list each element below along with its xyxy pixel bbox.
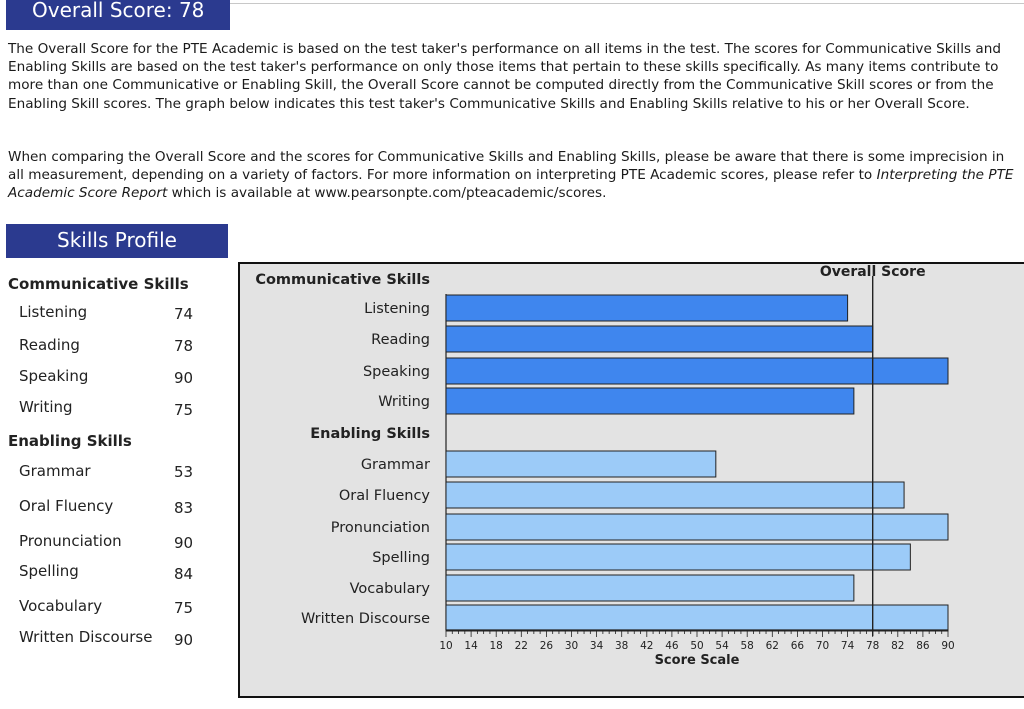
x-tick-label-58: 58 [740,640,754,652]
bar-vocabulary [446,575,854,601]
skill-score-listening: 74 [174,305,194,323]
score-report-reference: Interpreting the PTE Academic Score Report [8,167,1014,202]
skills-profile-header: Skills Profile [6,224,228,258]
bar-writing [446,388,854,414]
bar-oral-fluency [446,482,904,508]
x-tick-label-42: 42 [640,640,654,652]
x-tick-label-30: 30 [564,640,579,652]
category-label-grammar: Grammar [360,457,430,473]
category-label-oral-fluency: Oral Fluency [338,488,430,504]
x-tick-label-26: 26 [539,640,554,652]
category-label-listening: Listening [364,301,430,317]
bar-listening [446,295,848,321]
intro-p2-text-b: which is available at www.pearsonpte.com/pteacademic/scores. [167,185,607,202]
x-tick-label-66: 66 [790,640,805,652]
skill-name-listening: Listening [19,303,88,321]
x-tick-label-38: 38 [615,640,629,652]
x-tick-label-86: 86 [916,640,930,652]
category-label-reading: Reading [371,332,430,348]
x-tick-label-22: 22 [514,640,528,652]
x-tick-label-34: 34 [589,640,604,652]
skill-name-speaking: Speaking [19,367,89,385]
x-tick-label-78: 78 [866,640,880,652]
x-tick-label-74: 74 [840,640,855,652]
chart-group-label-communicative: Communicative Skills [255,272,430,288]
x-tick-label-90: 90 [941,640,955,652]
overall-score-label: Overall Score: [32,0,173,22]
x-tick-label-62: 62 [765,640,779,652]
bar-reading [446,326,873,352]
skill-name-vocabulary: Vocabulary [19,597,103,615]
bar-spelling [446,544,910,570]
skill-score-vocabulary: 75 [174,599,194,617]
category-label-spelling: Spelling [372,550,430,566]
category-label-pronunciation: Pronunciation [330,520,430,536]
x-tick-label-54: 54 [715,640,729,652]
intro-paragraph-2 [8,148,1022,203]
skill-score-reading: 78 [174,337,194,355]
bar-grammar [446,451,716,477]
overall-score-header [6,0,230,30]
header-rule [230,3,1024,4]
skill-name-pronunciation: Pronunciation [19,532,122,550]
skills-bar-chart [240,264,1024,696]
skill-name-writing: Writing [19,398,73,416]
skill-name-written-discourse: Written Discourse [19,628,153,646]
category-label-speaking: Speaking [362,364,430,380]
enabling-skills-heading: Enabling Skills [8,432,132,450]
intro-paragraph-1: The Overall Score for the PTE Academic is based on the test taker's performance on all items in the test. The scores for Communicative Skills and Enabling Skills are based on the test taker's performance on only those items that pertain to these skills specifically. As many items contribute to more than one Communicative or Enabling Skill, the Overall Score cannot be computed directly from the Communicative Skill scores or from the Enabling Skill scores. The graph below indicates this test taker's Communicative Skills and Enabling Skills relative to his or her Overall Score. [8,41,1001,112]
skill-score-speaking: 90 [174,369,194,387]
x-axis-title: Score Scale [654,653,740,668]
skill-score-writing: 75 [174,401,194,419]
skills-chart-panel [238,262,1024,698]
skill-name-oral-fluency: Oral Fluency [19,497,114,515]
skill-score-written-discourse: 90 [174,631,194,649]
skill-name-spelling: Spelling [19,562,79,580]
skill-score-oral-fluency: 83 [174,499,194,517]
skill-name-reading: Reading [19,336,80,354]
chart-group-label-enabling: Enabling Skills [310,426,430,442]
overall-score-value: 78 [178,0,205,22]
skill-score-spelling: 84 [174,565,194,583]
x-tick-label-14: 14 [464,640,478,652]
x-tick-label-10: 10 [439,640,453,652]
intro-p2-text-a: When comparing the Overall Score and the scores for Communicative Skills and Enabling Skills, please be aware that there is some imprecision in all measurement, depending on a variety of factors. For more information on interpreting PTE Academic scores, please refer to [8,149,1005,184]
category-label-vocabulary: Vocabulary [349,581,430,597]
skill-name-grammar: Grammar [19,462,91,480]
x-tick-label-18: 18 [489,640,503,652]
skill-score-grammar: 53 [174,463,194,481]
category-label-written-discourse: Written Discourse [301,611,430,627]
x-tick-label-70: 70 [815,640,830,652]
skill-score-pronunciation: 90 [174,534,194,552]
x-tick-label-82: 82 [891,640,905,652]
overall-score-chart-label: Overall Score [819,264,926,280]
x-tick-label-46: 46 [665,640,679,652]
x-tick-label-50: 50 [690,640,704,652]
category-label-writing: Writing [378,394,430,410]
communicative-skills-heading: Communicative Skills [8,275,189,293]
